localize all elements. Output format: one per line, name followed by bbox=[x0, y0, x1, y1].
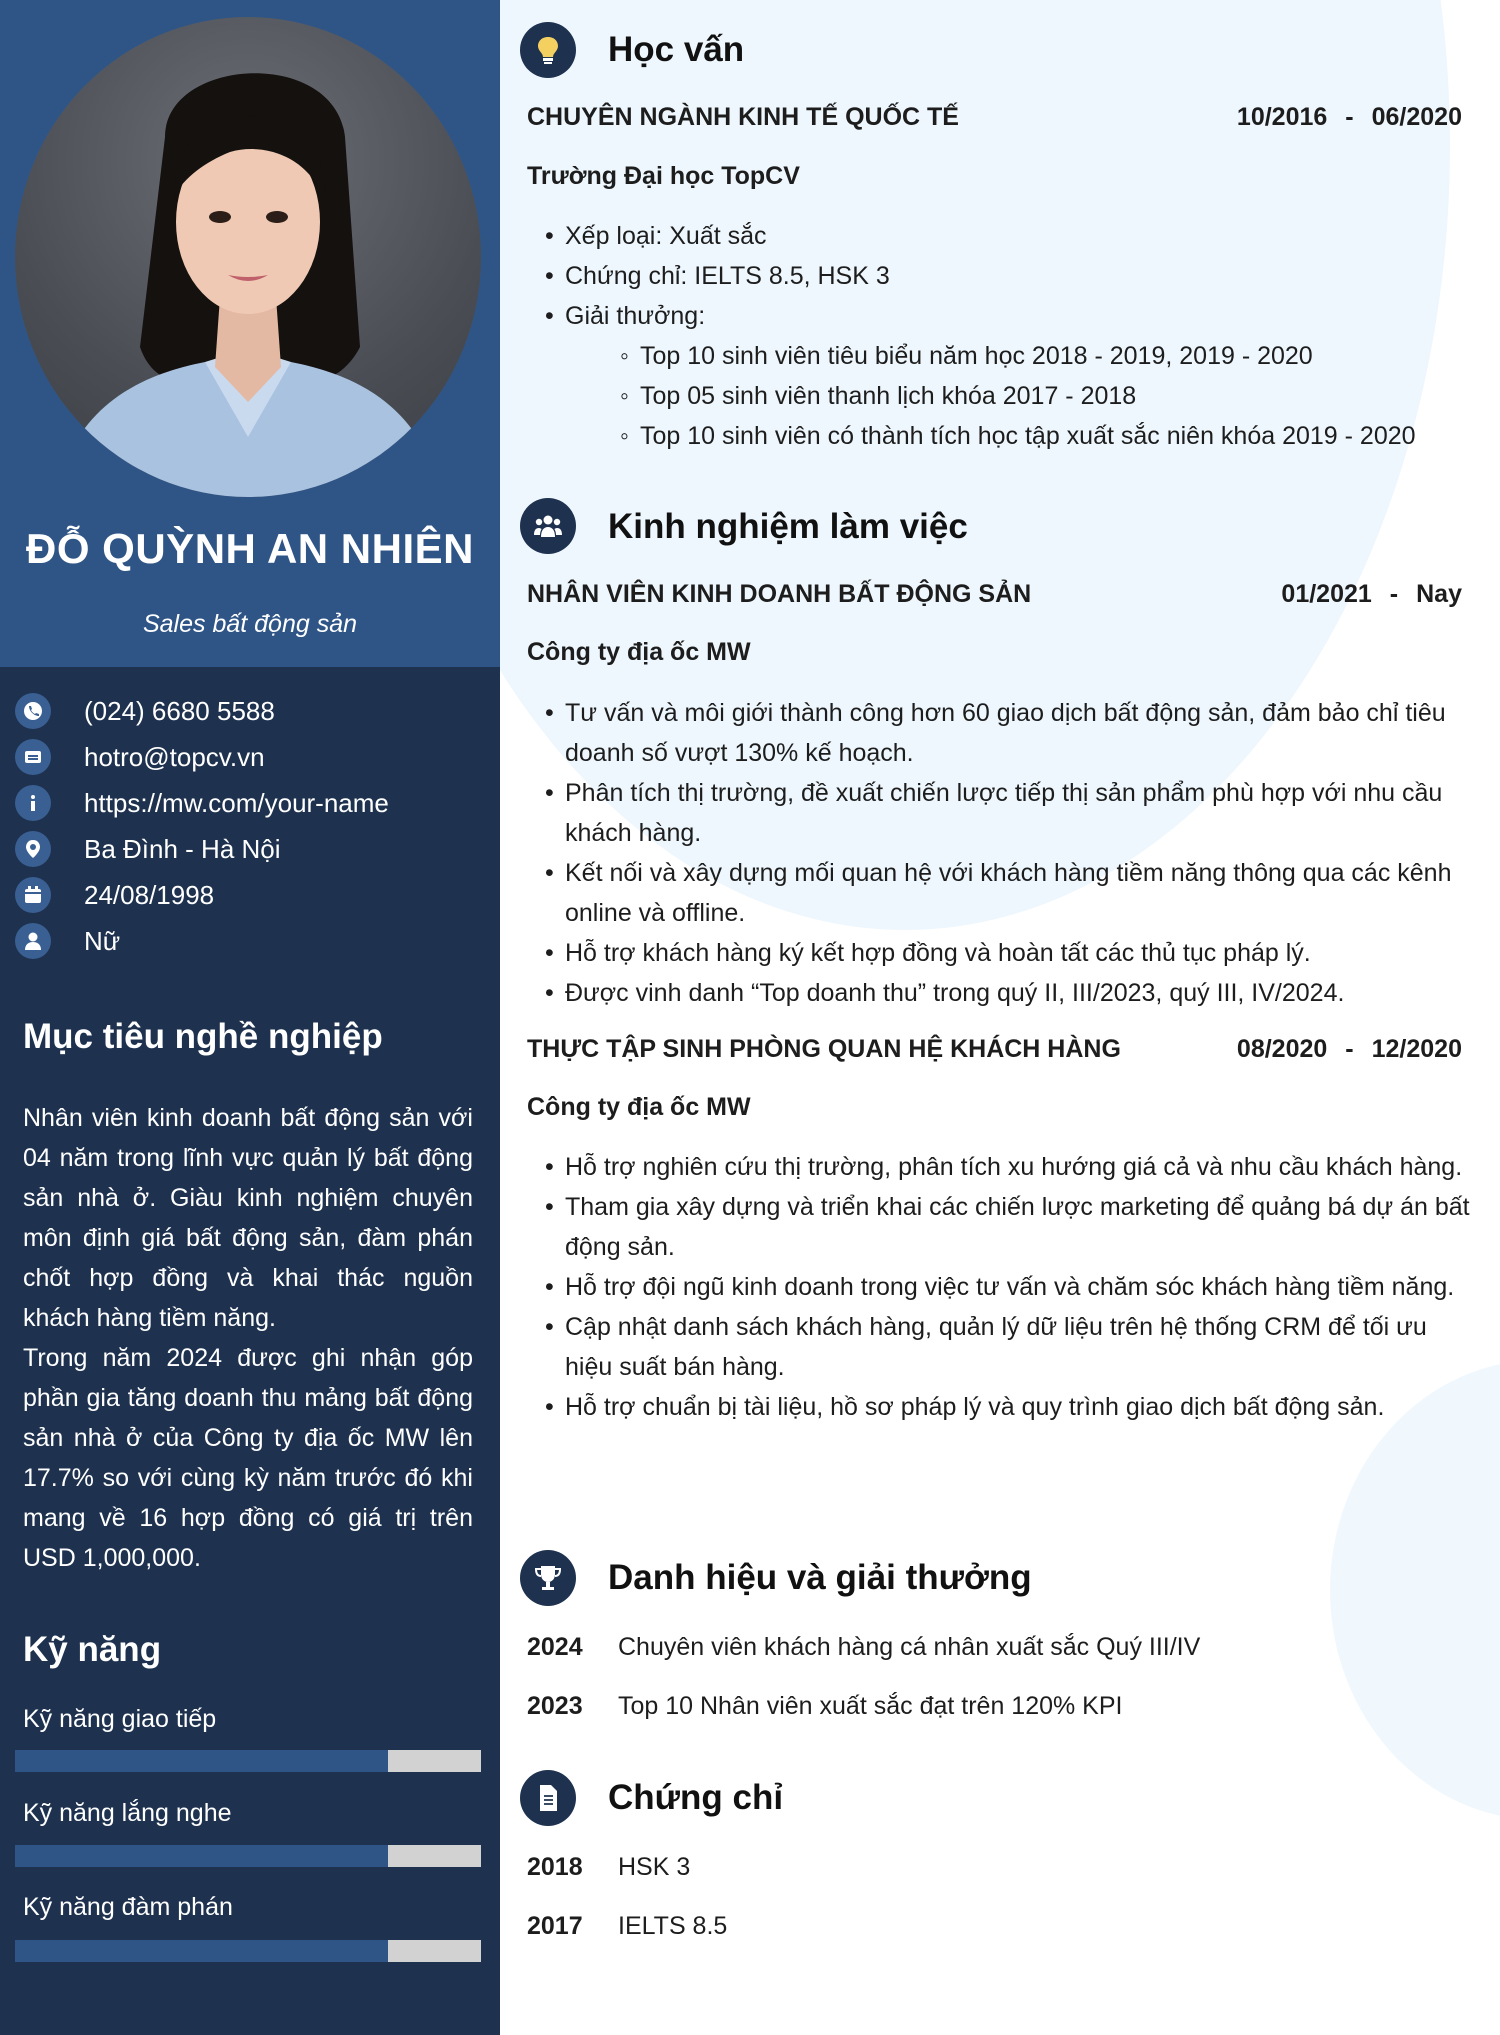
honor-text: Top 10 Nhân viên xuất sắc đạt trên 120% KPI bbox=[618, 1692, 1123, 1720]
contact-text: 24/08/1998 bbox=[84, 880, 215, 910]
contact-email bbox=[15, 737, 485, 777]
list-item: • Tham gia xây dựng và triển khai các chiến lược marketing để quảng bá dự án bất động sản. bbox=[540, 1187, 1475, 1267]
list-item: ◦ Top 05 sinh viên thanh lịch khóa 2017 - 2018 bbox=[618, 376, 1488, 416]
contact-gender bbox=[15, 921, 485, 961]
job-dates: 08/2020 - 12/2020 bbox=[1236, 1035, 1462, 1063]
profile-header bbox=[0, 0, 500, 667]
candidate-role: Sales bất động sản bbox=[142, 610, 358, 638]
education-major: CHUYÊN NGÀNH KINH TẾ QUỐC TẾ bbox=[527, 103, 959, 131]
background-circle bbox=[1330, 1360, 1500, 1820]
contact-text: Ba Đình - Hà Nội bbox=[84, 834, 281, 864]
skill-label: Kỹ năng đàm phán bbox=[23, 1893, 233, 1921]
main-content bbox=[500, 0, 1500, 2035]
skill-fill bbox=[15, 1845, 388, 1867]
date-end: 12/2020 bbox=[1371, 1035, 1462, 1063]
objective-paragraph: Nhân viên kinh doanh bất động sản với 04 năm trong lĩnh vực quản lý bất động sản nhà ở. Giàu kinh nghiệm chuyên môn định giá bất động sản, đàm phán chốt hợp đồng và khai thác nguồn khách hàng tiềm năng. bbox=[23, 1104, 473, 1332]
date-start: 10/2016 bbox=[1236, 103, 1328, 131]
job-company: Công ty địa ốc MW bbox=[527, 1093, 751, 1121]
info-icon bbox=[15, 785, 51, 821]
objective-text bbox=[23, 1098, 473, 1578]
job-company: Công ty địa ốc MW bbox=[527, 638, 751, 666]
education-school: Trường Đại học TopCV bbox=[527, 162, 800, 190]
phone-icon bbox=[15, 693, 51, 729]
education-bullets bbox=[540, 216, 1475, 336]
list-item: ◦ Top 10 sinh viên tiêu biểu năm học 2018 - 2019, 2019 - 2020 bbox=[618, 336, 1488, 376]
skill-label: Kỹ năng lắng nghe bbox=[23, 1799, 232, 1827]
team-icon bbox=[520, 498, 576, 554]
list-item: • Chứng chỉ: IELTS 8.5, HSK 3 bbox=[540, 256, 1475, 296]
list-item: • Cập nhật danh sách khách hàng, quản lý dữ liệu trên hệ thống CRM để tối ưu hiệu suất bán hàng. bbox=[540, 1307, 1475, 1387]
list-item: • Hỗ trợ chuẩn bị tài liệu, hồ sơ pháp lý và quy trình giao dịch bất động sản. bbox=[540, 1387, 1475, 1427]
date-start: 01/2021 bbox=[1281, 580, 1372, 608]
lightbulb-icon bbox=[520, 22, 576, 78]
contact-phone bbox=[15, 691, 485, 731]
skill-bar bbox=[15, 1940, 481, 1962]
certificate-text: HSK 3 bbox=[618, 1853, 691, 1881]
honor-year: 2024 bbox=[527, 1633, 583, 1661]
skill-fill bbox=[15, 1750, 388, 1772]
contact-text: (024) 6680 5588 bbox=[84, 696, 275, 726]
education-awards bbox=[618, 336, 1488, 456]
skill-label: Kỹ năng giao tiếp bbox=[23, 1705, 217, 1733]
contact-address bbox=[15, 829, 485, 869]
calendar-icon bbox=[15, 877, 51, 913]
education-title: Học vấn bbox=[608, 30, 745, 69]
contact-text: hotro@topcv.vn bbox=[84, 742, 265, 772]
objective-paragraph: Trong năm 2024 được ghi nhận góp phần gia tăng doanh thu mảng bất động sản nhà ở của Công ty địa ốc MW lên 17.7% so với cùng kỳ năm trước đó khi mang về 16 hợp đồng có giá trị trên USD 1,000,000. bbox=[23, 1344, 473, 1572]
trophy-icon bbox=[520, 1550, 576, 1606]
certificate-year: 2018 bbox=[527, 1853, 583, 1881]
education-dates: 10/2016 - 06/2020 bbox=[1236, 103, 1462, 131]
skill-bar bbox=[15, 1845, 481, 1867]
sidebar bbox=[0, 0, 500, 2035]
certificate-year: 2017 bbox=[527, 1912, 583, 1940]
contact-text: Nữ bbox=[84, 926, 121, 956]
list-item: • Phân tích thị trường, đề xuất chiến lược tiếp thị sản phẩm phù hợp với nhu cầu khách hàng. bbox=[540, 773, 1475, 853]
date-end: Nay bbox=[1416, 580, 1462, 608]
document-icon bbox=[520, 1770, 576, 1826]
skill-fill bbox=[15, 1940, 388, 1962]
list-item: • Hỗ trợ khách hàng ký kết hợp đồng và hoàn tất các thủ tục pháp lý. bbox=[540, 933, 1475, 973]
job-bullets bbox=[540, 693, 1475, 1013]
candidate-name: ĐỖ QUỲNH AN NHIÊN bbox=[26, 525, 474, 572]
list-item: • Hỗ trợ đội ngũ kinh doanh trong việc tư vấn và chăm sóc khách hàng tiềm năng. bbox=[540, 1267, 1475, 1307]
job-bullets bbox=[540, 1147, 1475, 1427]
certificate-text: IELTS 8.5 bbox=[618, 1912, 728, 1940]
list-item: • Xếp loại: Xuất sắc bbox=[540, 216, 1475, 256]
skill-bar bbox=[15, 1750, 481, 1772]
list-item: • Kết nối và xây dựng mối quan hệ với khách hàng tiềm năng thông qua các kênh online và offline. bbox=[540, 853, 1475, 933]
list-item: • Được vinh danh “Top doanh thu” trong quý II, III/2023, quý III, IV/2024. bbox=[540, 973, 1475, 1013]
certificates-title: Chứng chỉ bbox=[608, 1778, 784, 1817]
user-icon bbox=[15, 923, 51, 959]
avatar bbox=[15, 17, 481, 497]
list-item: • Tư vấn và môi giới thành công hơn 60 giao dịch bất động sản, đảm bảo chỉ tiêu doanh số vượt 130% kế hoạch. bbox=[540, 693, 1475, 773]
location-icon bbox=[15, 831, 51, 867]
objective-title: Mục tiêu nghề nghiệp bbox=[23, 1017, 383, 1056]
honor-text: Chuyên viên khách hàng cá nhân xuất sắc Quý III/IV bbox=[618, 1633, 1201, 1661]
contact-birthday bbox=[15, 875, 485, 915]
list-item: • Hỗ trợ nghiên cứu thị trường, phân tích xu hướng giá cả và nhu cầu khách hàng. bbox=[540, 1147, 1475, 1187]
experience-title: Kinh nghiệm làm việc bbox=[608, 507, 968, 546]
list-item: ◦ Top 10 sinh viên có thành tích học tập xuất sắc niên khóa 2019 - 2020 bbox=[618, 416, 1488, 456]
skills-title: Kỹ năng bbox=[23, 1630, 162, 1669]
job-title: THỰC TẬP SINH PHÒNG QUAN HỆ KHÁCH HÀNG bbox=[527, 1035, 1121, 1063]
date-start: 08/2020 bbox=[1236, 1035, 1328, 1063]
job-title: NHÂN VIÊN KINH DOANH BẤT ĐỘNG SẢN bbox=[527, 580, 1032, 608]
email-icon bbox=[15, 739, 51, 775]
honors-title: Danh hiệu và giải thưởng bbox=[608, 1558, 1032, 1597]
date-end: 06/2020 bbox=[1371, 103, 1462, 131]
job-dates: 01/2021 - Nay bbox=[1281, 580, 1462, 608]
contact-text: https://mw.com/your-name bbox=[84, 788, 389, 818]
contact-website bbox=[15, 783, 485, 823]
list-item: • Giải thưởng: bbox=[540, 296, 1475, 336]
honor-year: 2023 bbox=[527, 1692, 583, 1720]
